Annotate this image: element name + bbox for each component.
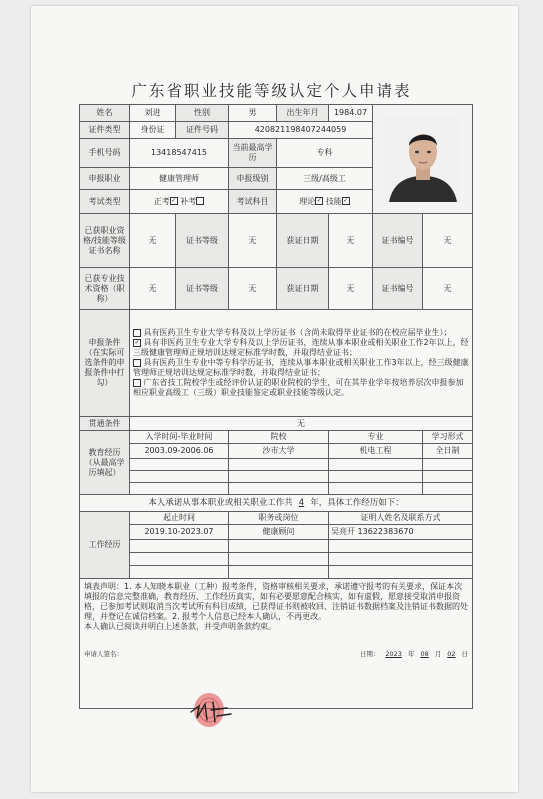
- value-cert-no-2: 无: [423, 268, 473, 310]
- checkbox-checked-icon: ✓: [171, 197, 177, 204]
- label-cert-date-2: 获证日期: [277, 268, 329, 310]
- photo-portrait: [385, 116, 461, 202]
- condition-item: 广东省技工院校学生或经评价认证的职业院校的学生，可在其毕业学年按培养层次申报参加相应职业高级工（三级）职业技能鉴定或职业技能等级认定。: [133, 378, 464, 397]
- label-id-no: 证件号码: [176, 122, 229, 139]
- id-photo: [373, 105, 473, 214]
- label-occupation: 申报职业: [80, 168, 130, 190]
- condition-item: 具有医药卫生专业中等专科学历证书，连续从事本职业或相关职业工作3年以上，经三级健康管理师正规培训达规定标准学时数，并取得结业证书；: [133, 358, 469, 377]
- edu-school: 沙市大学: [229, 444, 329, 459]
- checkbox-empty-icon: [196, 197, 204, 205]
- table-row: [80, 444, 473, 459]
- checkbox-empty-icon: [133, 329, 141, 337]
- work-reference: 吴亮开 13622383670: [329, 525, 473, 540]
- label-gender: 性别: [176, 105, 229, 122]
- label-cert-no: 证书编号: [373, 214, 423, 268]
- value-vocational-cert: 无: [130, 214, 176, 268]
- signature-line: [84, 650, 468, 658]
- edu-major: 机电工程: [329, 444, 423, 459]
- work-header-position: 职务或岗位: [229, 512, 329, 525]
- exam-regular-label: 正考: [153, 196, 170, 206]
- fingerprint-signature-stamp: [185, 688, 237, 730]
- edu-header-period: 入学时间-毕业时间: [130, 431, 229, 444]
- label-cert-no-2: 证书编号: [373, 268, 423, 310]
- table-row: [80, 471, 473, 483]
- exam-type-options: [130, 190, 229, 214]
- value-pass-condition: 无: [130, 417, 473, 431]
- value-cert-level-2: 无: [229, 268, 277, 310]
- form-title: 广东省职业技能等级认定个人申请表: [131, 82, 412, 100]
- exam-makeup-label: 补考: [180, 196, 197, 206]
- edu-header-mode: 学习形式: [423, 431, 473, 444]
- value-occupation: 健康管理师: [130, 168, 229, 190]
- label-phone: 手机号码: [80, 139, 130, 168]
- work-position: 健康顾问: [229, 525, 329, 540]
- label-cert-level-2: 证书等级: [176, 268, 229, 310]
- label-vocational-cert: 已获职业资格/技能等级证书名称: [80, 214, 130, 268]
- value-id-type: 身份证: [130, 122, 176, 139]
- label-cert-level: 证书等级: [176, 214, 229, 268]
- value-cert-no: 无: [423, 214, 473, 268]
- label-name: 姓名: [80, 105, 130, 122]
- date-field: 日期： 2023 年 08 月 02 日: [359, 650, 468, 658]
- value-gender: 男: [229, 105, 277, 122]
- declaration-confirm: 本人确认已阅读并明白上述条款，并受声明条款约束。: [84, 622, 276, 631]
- label-pass-condition: 贯通条件: [80, 417, 130, 431]
- edu-header-major: 专业: [329, 431, 423, 444]
- checkbox-checked-icon: ✓: [316, 197, 322, 204]
- theory-label: 理论: [299, 196, 316, 206]
- value-cert-date-2: 无: [329, 268, 373, 310]
- value-cert-date: 无: [329, 214, 373, 268]
- value-level: 三级/高级工: [277, 168, 373, 190]
- condition-item: ✓ 具有非医药卫生专业大学专科及以上学历证书，连续从事本职业或相关职业工作2年以上，经三级健康管理师正规培训达规定标准学时数，并取得结业证书；: [133, 338, 469, 357]
- label-education: 当前最高学历: [229, 139, 277, 168]
- skill-label: 技能: [325, 196, 342, 206]
- label-work-history: 工作经历: [80, 512, 130, 579]
- edu-header-school: 院校: [229, 431, 329, 444]
- table-row: [80, 525, 473, 540]
- value-education: 专科: [277, 139, 373, 168]
- label-exam-subject: 考试科目: [229, 190, 277, 214]
- checkbox-checked-icon: ✓: [343, 197, 349, 204]
- edu-period: 2003.09-2006.06: [130, 444, 229, 459]
- table-row: [80, 553, 473, 566]
- value-birth: 1984.07: [329, 105, 373, 122]
- value-phone: 13418547415: [130, 139, 229, 168]
- value-name: 刘进: [130, 105, 176, 122]
- checkbox-empty-icon: [133, 379, 141, 387]
- label-id-type: 证件类型: [80, 122, 130, 139]
- table-row: [80, 566, 473, 579]
- table-row: [80, 483, 473, 495]
- table-row: [80, 540, 473, 553]
- condition-item: 具有医药卫生专业大学专科及以上学历证书（含尚未取得毕业证书的在校应届毕业生）；: [133, 328, 469, 338]
- exam-subject-options: [277, 190, 373, 214]
- work-header-reference: 证明人姓名及联系方式: [329, 512, 473, 525]
- checkbox-checked-icon: ✓: [134, 338, 140, 346]
- conditions-list: [130, 310, 473, 417]
- label-edu-history: 教育经历（从最高学历填起）: [80, 431, 130, 495]
- work-years: 4: [298, 497, 305, 508]
- label-birth: 出生年月: [277, 105, 329, 122]
- value-cert-level: 无: [229, 214, 277, 268]
- label-level: 申报级别: [229, 168, 277, 190]
- label-exam-type: 考试类型: [80, 190, 130, 214]
- declaration-text: 填表声明：1. 本人知晓本职业（工种）报考条件，资格审核相关要求，承诺遵守报考的有关要求，保证本次填报的信息完整准确，教育经历、工作经历真实，如有必要愿意配合核实，如有虚假，愿意接受取消申报资格，已参加考试则取消当次考试所有科目成绩，已获得证书则被收回、注销证书数据档案及注销证书数据的处理，并登记在诚信档案。2. 报考个人信息已经本人确认，不再更改。: [84, 582, 468, 621]
- label-professional-cert: 已获专业技术资格（职称）: [80, 268, 130, 310]
- declaration: [80, 579, 473, 709]
- label-conditions: 申报条件（在实际可选条件的申报条件中打勾）: [80, 310, 130, 417]
- work-summary: 本人承诺从事本职业或相关职业工作共 4 年，具体工作经历如下：: [80, 495, 473, 512]
- work-header-period: 起止时间: [130, 512, 229, 525]
- label-cert-date: 获证日期: [277, 214, 329, 268]
- value-id-no: 420821198407244059: [229, 122, 373, 139]
- application-form: [79, 104, 473, 709]
- applicant-signature-label: 申请人签名：: [84, 650, 123, 658]
- table-row: [80, 459, 473, 471]
- checkbox-empty-icon: [133, 359, 141, 367]
- value-professional-cert: 无: [130, 268, 176, 310]
- edu-mode: 全日制: [423, 444, 473, 459]
- work-period: 2019.10-2023.07: [130, 525, 229, 540]
